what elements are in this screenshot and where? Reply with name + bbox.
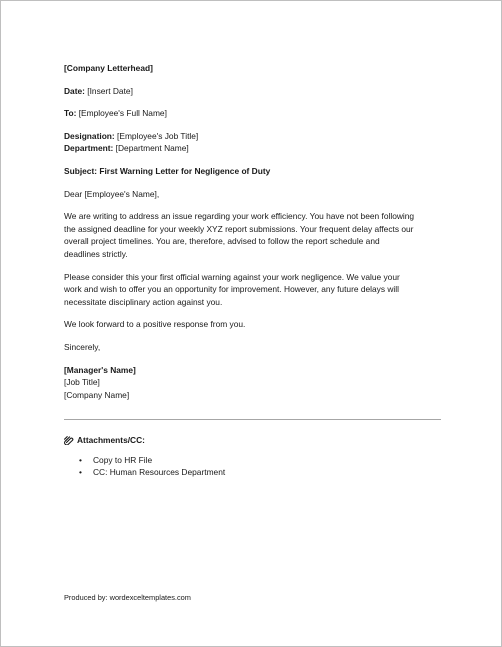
- designation-label: Designation:: [64, 130, 115, 141]
- designation-line: [64, 130, 442, 143]
- paragraph-2-line: necessitate disciplinary action against you.: [64, 296, 223, 307]
- date-label: Date:: [64, 85, 85, 96]
- attachments-heading-label: Attachments/CC:: [77, 435, 145, 445]
- letter-body: [64, 62, 442, 401]
- to-line: [64, 107, 442, 120]
- list-item-label: Copy to HR File: [93, 454, 153, 465]
- department-line: [64, 142, 442, 155]
- list-item: [64, 466, 442, 479]
- signature-name: [Manager's Name]: [64, 364, 136, 375]
- paperclip-icon: [64, 436, 75, 445]
- date-line: [64, 85, 442, 98]
- signature-title: [Job Title]: [64, 377, 100, 388]
- designation-value: [Employee's Job Title]: [114, 130, 199, 141]
- paragraph-3: We look forward to a positive response from you.: [64, 319, 246, 330]
- paragraph-1-line: the assigned deadline for your weekly XYZ report submissions. Your frequent delay affects our: [64, 223, 414, 234]
- signature-company: [Company Name]: [64, 389, 130, 400]
- to-label: To:: [64, 108, 77, 119]
- paragraph-1-line: overall project timelines. You are, therefore, advised to follow the report schedule and: [64, 236, 380, 247]
- closing: Sincerely,: [64, 341, 101, 352]
- attachments-heading: [64, 434, 442, 447]
- paragraph-2-line: Please consider this your first official warning against your work negligence. We value your: [64, 271, 400, 282]
- paragraph-1: [64, 210, 442, 260]
- paragraph-1-line: We are writing to address an issue regarding your work efficiency. You have not been following: [64, 211, 415, 222]
- paragraph-1-line: deadlines strictly.: [64, 248, 128, 259]
- divider: [64, 419, 441, 420]
- subject-line: Subject: First Warning Letter for Negligence of Duty: [64, 165, 271, 176]
- salutation: Dear [Employee's Name],: [64, 188, 160, 199]
- produced-by-footer: Produced by: wordexceltemplates.com: [64, 593, 191, 602]
- attachments-list: [64, 454, 442, 479]
- department-value: [Department Name]: [113, 143, 189, 154]
- department-label: Department:: [64, 143, 114, 154]
- bullet-icon: •: [79, 454, 82, 465]
- list-item-label: CC: Human Resources Department: [93, 467, 226, 478]
- paragraph-2: [64, 271, 442, 309]
- list-item: [64, 454, 442, 467]
- to-value: [Employee's Full Name]: [76, 108, 167, 119]
- company-letterhead: [Company Letterhead]: [64, 63, 153, 73]
- paragraph-2-line: work and wish to offer you an opportunity for improvement. However, any future delays will: [64, 284, 400, 295]
- bullet-icon: •: [79, 467, 82, 478]
- date-value: [Insert Date]: [84, 85, 133, 96]
- attachments-section: [64, 434, 442, 479]
